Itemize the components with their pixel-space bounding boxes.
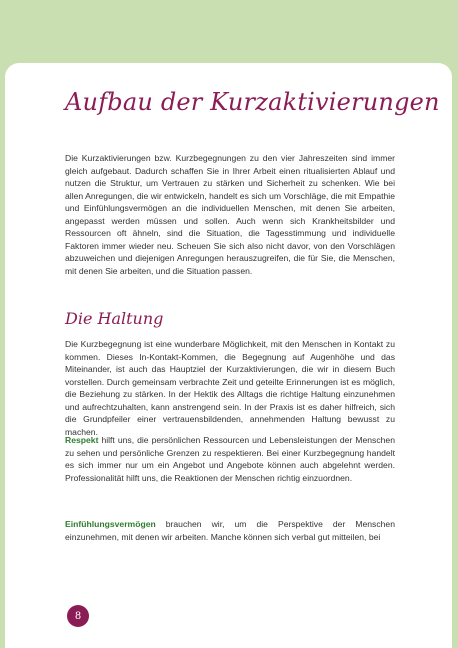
einfuehlung-keyword: Einfühlungsvermögen [65, 519, 156, 529]
einfuehlung-text: brauchen wir, um die Perspektive der Menschen einzunehmen, mit denen wir arbeiten. Manche können sich verbal gut mitteilen, bei [65, 519, 395, 542]
respekt-keyword: Respekt [65, 435, 99, 445]
einfuehlung-paragraph [65, 518, 395, 543]
intro-paragraph: Die Kurzaktivierungen bzw. Kurzbegegnungen zu den vier Jahreszeiten sind immer gleich aufgebaut. Dadurch schaffen Sie in Ihrer Arbeit einen ritualisierten Ablauf und nutzen die Struktur, um Vertrauen zu stärken und Sicherheit zu schenken. Wie bei allen Anregungen, die wir entwickeln, handelt es sich um Vorschläge, die mit Empathie und Einfühlungsvermögen an die individuellen Menschen, mit denen Sie arbeiten, angepasst werden müssen und sollen. Auch wenn sich Krankheitsbilder und Ressourcen oft ähneln, sind die Situation, die Tagesstimmung und individuelle Faktoren immer wieder neu. Scheuen Sie sich also nicht davor, von den Vorschlägen abzuweichen und diejenigen Anregungen herauszugreifen, die für Sie, die Menschen, mit denen Sie arbeiten, und die Situation passen. [65, 153, 395, 276]
respekt-paragraph [65, 434, 395, 484]
respekt-text: hilft uns, die persönlichen Ressourcen und Lebensleistungen der Menschen zu sehen und persönliche Grenzen zu respektieren. Bei einer Kurzbegegnung handelt es sich immer nur um ein Angebot und Angebote können auch abgelehnt werden. Professionalität hilft uns, die Reaktionen der Menschen richtig einzuordnen. [65, 435, 395, 483]
page [5, 63, 452, 648]
section-heading: Die Haltung [65, 309, 164, 328]
page-number-badge: 8 [67, 605, 89, 627]
haltung-paragraph: Die Kurzbegegnung ist eine wunderbare Möglichkeit, mit den Menschen in Kontakt zu kommen. Dieses In-Kontakt-Kommen, die Begegnung auf Augenhöhe und das Miteinander, ist auch das Hauptziel der Kurzaktivierungen, die wir in diesem Buch vorstellen. Durch gemeinsam verbrachte Zeit und geteilte Erinnerungen ist es möglich, die Beziehung zu stärken. In der Hektik des Alltags die richtige Haltung einzunehmen und aufrechtzuhalten, kann anstrengend sein. In der Praxis ist es daher hilfreich, sich die Grundpfeiler einer vertrauensbildenden, annehmenden Haltung bewusst zu machen. [65, 339, 395, 437]
page-title: Aufbau der Kurzaktivierungen [65, 88, 440, 116]
